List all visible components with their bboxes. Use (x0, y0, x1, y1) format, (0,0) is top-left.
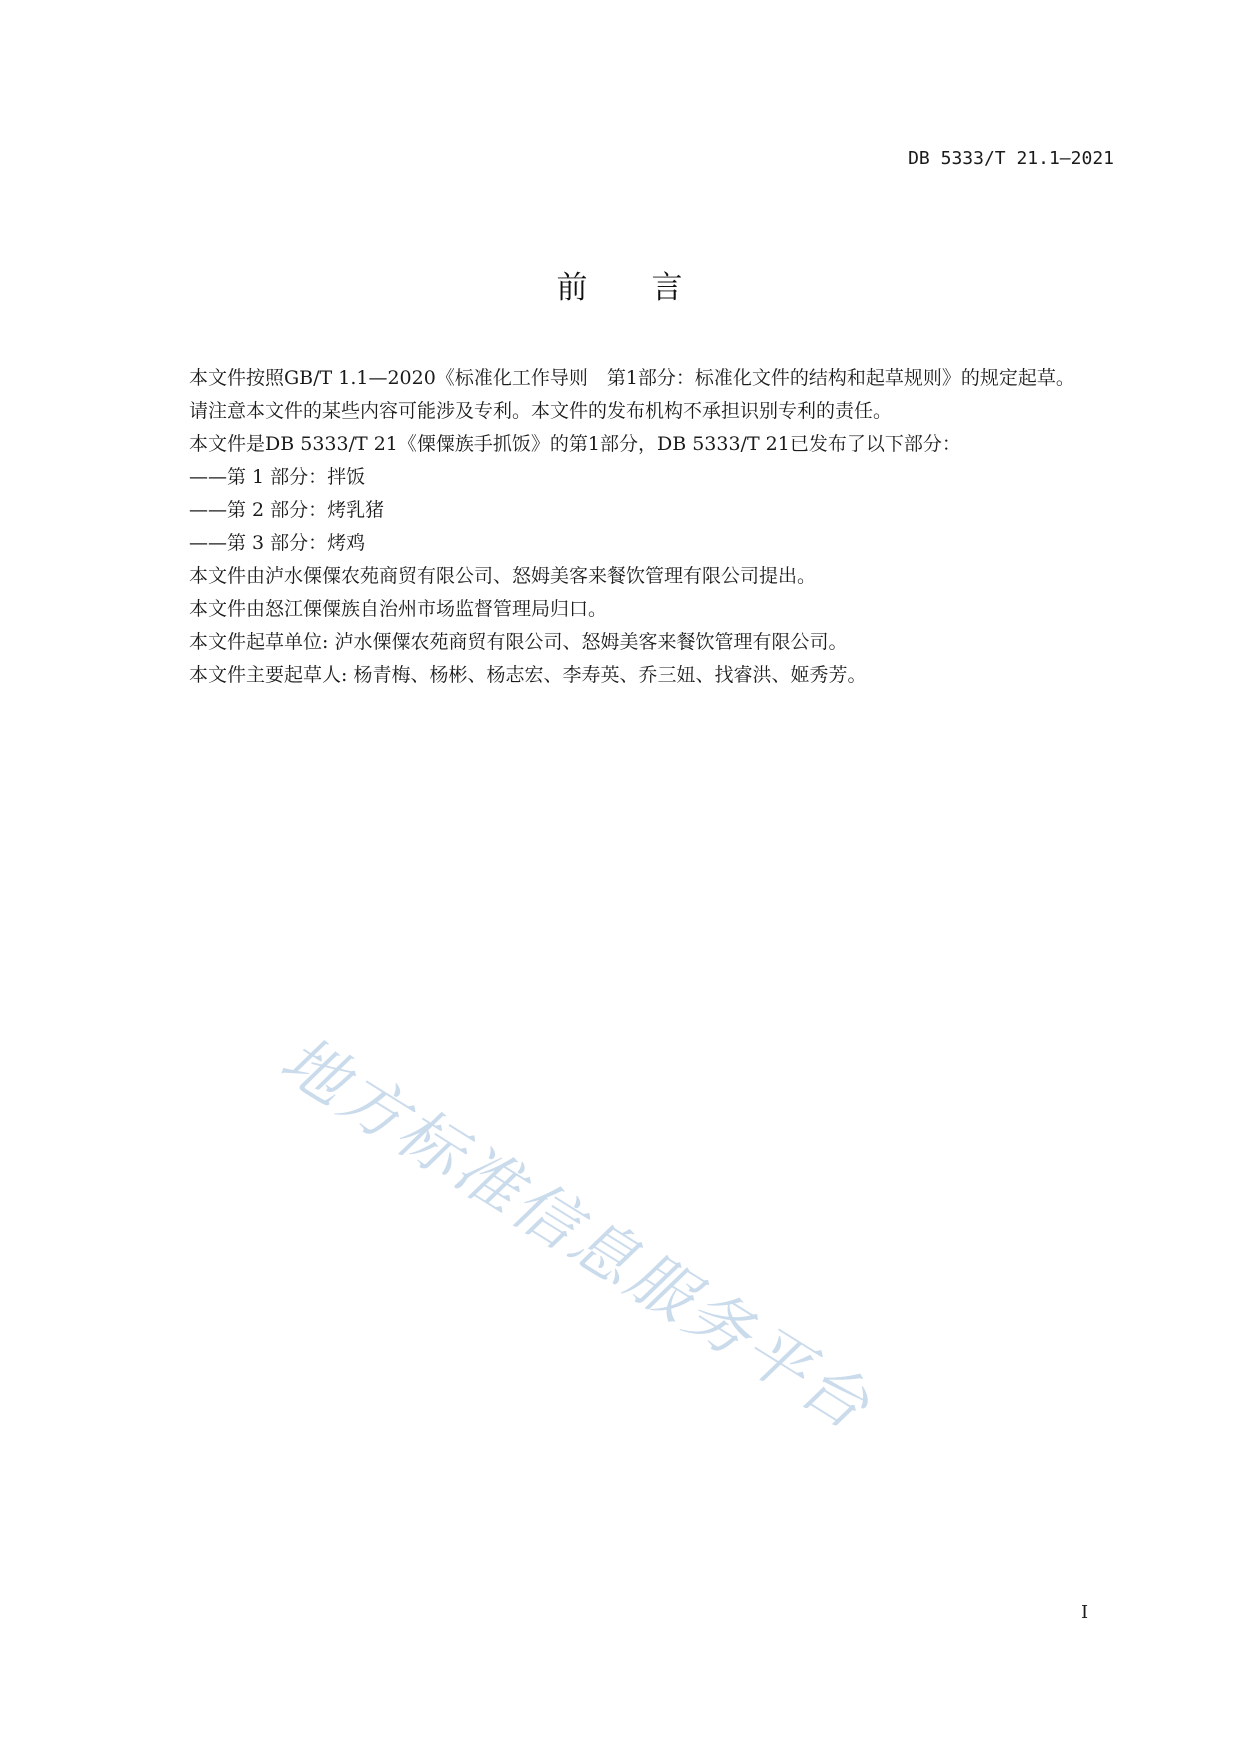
paragraph-patent-notice: 请注意本文件的某些内容可能涉及专利。本文件的发布机构不承担识别专利的责任。 (189, 400, 893, 422)
paragraph-drafters: 本文件主要起草人: 杨青梅、杨彬、杨志宏、李寿英、乔三妞、找睿洪、姬秀芳。 (189, 664, 867, 686)
foreword-body (148, 362, 1124, 692)
watermark (220, 1010, 892, 1523)
list-item-part-1: ——第 1 部分：拌饭 (189, 466, 366, 488)
title-char-2: 言 (651, 270, 685, 306)
paragraph-series-info: 本文件是DB 5333/T 21《傈僳族手抓饭》的第1部分，DB 5333/T 21已发布了以下部分： (189, 433, 961, 455)
title-char-1: 前 (556, 270, 590, 306)
document-code: DB 5333/T 21.1—2021 (908, 148, 1114, 169)
page-title (0, 262, 1241, 307)
watermark-text: 地方标准信息服务平台 (267, 1022, 884, 1446)
paragraph-proposed-by: 本文件由泸水傈僳农苑商贸有限公司、怒姆美客来餐饮管理有限公司提出。 (189, 565, 817, 587)
paragraph-drafting-rules: 本文件按照GB/T 1.1—2020《标准化工作导则 第1部分：标准化文件的结构和起草规则》的规定起草。 (189, 367, 1075, 389)
list-item-part-3: ——第 3 部分：烤鸡 (189, 532, 366, 554)
paragraph-drafting-units: 本文件起草单位: 泸水傈僳农苑商贸有限公司、怒姆美客来餐饮管理有限公司。 (189, 631, 848, 653)
list-item-part-2: ——第 2 部分：烤乳猪 (189, 499, 385, 521)
page-number: I (1081, 1602, 1089, 1623)
paragraph-administered-by: 本文件由怒江傈僳族自治州市场监督管理局归口。 (189, 598, 608, 620)
